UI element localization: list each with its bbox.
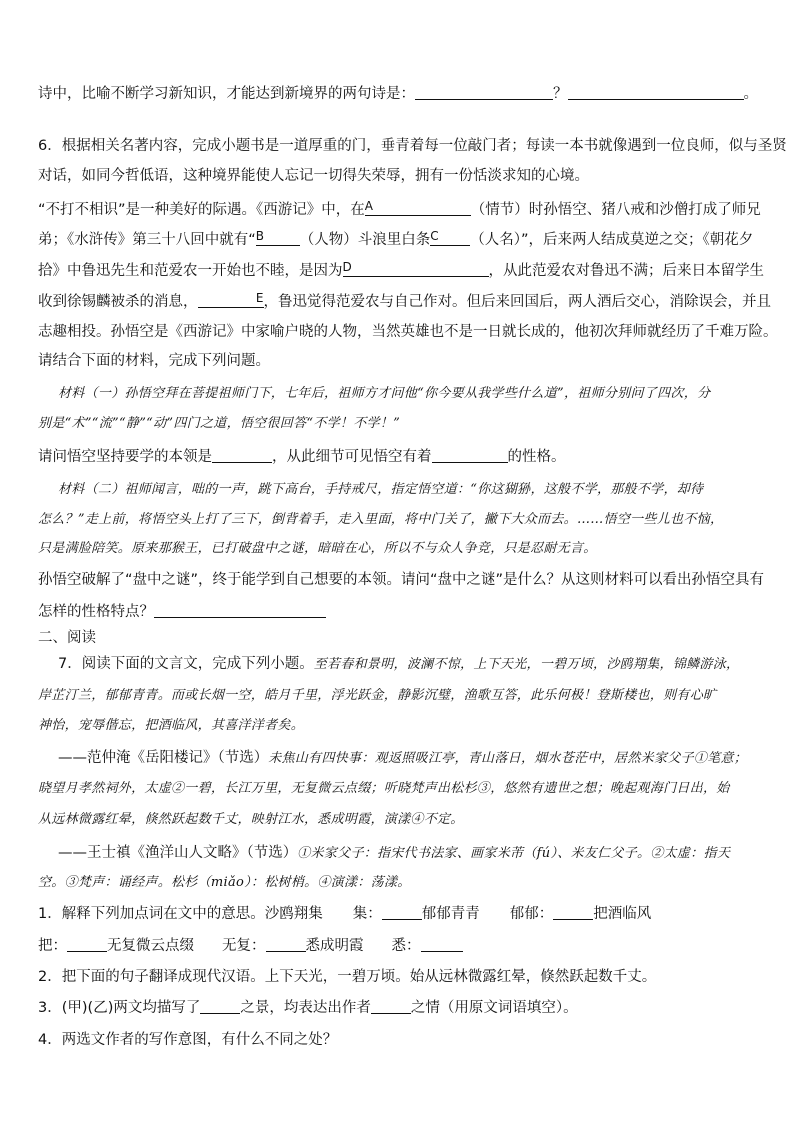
material-1-line-2 bbox=[38, 414, 756, 434]
footnote-text: ①米家父子：指宋代书法家、画家米芾（fú）、米友仁父子。②太虚：指天 bbox=[297, 846, 731, 861]
ask-2-line-2 bbox=[38, 602, 756, 622]
q6-text: 志趣相投。孙悟空是《西游记》中家喻户晓的人物，当然英雄也不是一日就长成的，他初次拜师就经历了千难万险。 bbox=[38, 324, 778, 340]
q7-line-7 bbox=[58, 843, 756, 864]
answer-blank[interactable] bbox=[200, 998, 240, 1014]
q6-text: 拾》中鲁迅先生和范爱农一开始也不睦，是因为 bbox=[38, 263, 343, 279]
section-title: 二、阅读 bbox=[38, 630, 96, 646]
answer-blank[interactable] bbox=[266, 936, 306, 952]
ask-text: 请问悟空坚持要学的本领是 bbox=[38, 449, 212, 465]
q6-line-1 bbox=[38, 136, 787, 156]
blank-label: D bbox=[342, 260, 352, 274]
subq-text: 悉成明霞 bbox=[305, 938, 364, 954]
subq-text: 无复： bbox=[222, 938, 266, 954]
subq-text: 4．两选文作者的写作意图，有什么不同之处？ bbox=[38, 1032, 338, 1048]
ask-1-line bbox=[38, 447, 756, 467]
ask-text: ，从此细节可见悟空有着 bbox=[272, 449, 432, 465]
ask-text: 的性格。 bbox=[507, 449, 566, 465]
q6-text: ，从此范爱农对鲁迅不满；后来日本留学生 bbox=[488, 263, 764, 279]
q6-text: ，鲁迅觉得范爱农与自己作对。但后来回国后，两人酒后交心，消除误会，并且 bbox=[263, 294, 771, 310]
classical-text: 晓望月孝然祠外，太虚②一碧，长江万里，无复微云点缀；听晓梵声出松杉③，悠然有遗世之想；晚起观海门日出，始 bbox=[38, 781, 730, 796]
blank-label: C bbox=[430, 229, 439, 243]
subq-2-line bbox=[38, 967, 756, 987]
material-2-line-3 bbox=[38, 539, 756, 559]
classical-text: 神怡，宠辱偕忘，把酒临风，其喜洋洋者矣。 bbox=[38, 718, 305, 733]
source-citation: ——范仲淹《岳阳楼记》（节选） bbox=[58, 750, 269, 766]
q6-text: 弟；《水浒传》第三十八回中就有“ bbox=[38, 232, 256, 248]
subq-text: 把酒临风 bbox=[593, 906, 652, 922]
blank-e[interactable] bbox=[198, 292, 264, 308]
material-text: 只是满脸陪笑。原来那猴王，已打破盘中之谜，暗暗在心，所以不与众人争竞，只是忍耐无言。 bbox=[38, 541, 597, 556]
subq-text: 3．(甲)(乙)两文均描写了 bbox=[38, 1000, 201, 1016]
ask-2-line-1 bbox=[38, 570, 765, 590]
q6-line-2 bbox=[38, 166, 756, 186]
material-text: 怎么？”走上前，将悟空头上打了三下，倒背着手，走入里面，将中门关了，撇下大众而去。……悟空一些儿也不恼， bbox=[38, 512, 724, 527]
subq-text: 把： bbox=[38, 938, 67, 954]
answer-blank[interactable] bbox=[415, 84, 553, 100]
q6-line-3 bbox=[38, 199, 761, 220]
subq-1-line-2 bbox=[38, 936, 756, 956]
q7-text: 7．阅读下面的文言文，完成下列小题。 bbox=[58, 656, 314, 672]
q6-text: 请结合下面的材料，完成下列问题。 bbox=[38, 353, 270, 369]
material-1-line-1 bbox=[58, 384, 756, 404]
q6-line-4 bbox=[38, 230, 756, 250]
answer-blank[interactable] bbox=[382, 904, 422, 920]
subq-3-line bbox=[38, 998, 756, 1018]
q7-line-4 bbox=[58, 748, 756, 769]
answer-blank[interactable] bbox=[421, 936, 463, 952]
question-mark: ？ bbox=[553, 86, 568, 102]
ask-text: 怎样的性格特点？ bbox=[38, 604, 154, 620]
q7-line-3 bbox=[38, 716, 756, 736]
q6-text: （人物）斗浪里白条 bbox=[299, 232, 431, 248]
answer-blank[interactable] bbox=[67, 936, 107, 952]
subq-text: 集： bbox=[352, 906, 382, 922]
material-text: 别是“术”“流”“静”“动”四门之道，悟空很回答“不学！不学！” bbox=[38, 416, 401, 431]
section-2-heading bbox=[38, 628, 756, 648]
q7-line-5 bbox=[38, 779, 756, 799]
q6-line-6 bbox=[38, 291, 771, 312]
answer-blank[interactable] bbox=[553, 904, 593, 920]
subq-1-line-1 bbox=[38, 904, 756, 924]
subq-text: 无复微云点缀 bbox=[107, 938, 194, 954]
q6-line-5 bbox=[38, 260, 764, 281]
classical-text: 至若春和景明，波澜不惊，上下天光，一碧万顷，沙鸥翔集，锦鳞游泳， bbox=[313, 657, 740, 672]
footnote-text: 空。③梵声：诵经声。松杉（miǎo）：松树梢。④演漾：荡漾。 bbox=[38, 875, 411, 890]
ask-text: 孙悟空破解了“盘中之谜”，终于能学到自己想要的本领。请问“盘中之谜”是什么？从这则材料可以看出孙悟空具有 bbox=[38, 572, 765, 588]
q6-text: （情节）时孙悟空、猪八戒和沙僧打成了师兄 bbox=[470, 202, 761, 218]
classical-text: 从远林微露红晕，倏然跃起数千丈，映射江水，悉成明霞，演漾④不定。 bbox=[38, 812, 464, 827]
blank-c[interactable] bbox=[430, 230, 470, 246]
q6-text: 对话，如同今哲低语，这种境界能使人忘记一切得失荣辱，拥有一份恬淡求知的心境。 bbox=[38, 168, 589, 184]
classical-text: 岸芷汀兰，郁郁青青。而或长烟一空，皓月千里，浮光跃金，静影沉璧，渔歌互答，此乐何极！登斯楼也，则有心旷 bbox=[38, 688, 717, 703]
blank-label: A bbox=[364, 199, 373, 213]
subq-4-line bbox=[38, 1030, 756, 1050]
blank-b[interactable] bbox=[256, 230, 300, 246]
blank-label: B bbox=[255, 229, 264, 243]
q6-line-8 bbox=[38, 351, 756, 371]
poem-question-text: 诗中，比喻不断学习新知识，才能达到新境界的两句诗是： bbox=[38, 86, 415, 102]
subq-text: 郁郁青青 bbox=[421, 906, 480, 922]
subq-text: 悉： bbox=[391, 938, 421, 954]
blank-a[interactable] bbox=[365, 200, 471, 216]
answer-blank[interactable] bbox=[154, 602, 326, 618]
subq-text: 之情（用原文词语填空）。 bbox=[410, 1000, 578, 1016]
material-text: 材料（一）孙悟空拜在菩提祖师门下，七年后，祖师方才问他“你今要从我学些什么道”，祖师分别问了四次，分 bbox=[58, 386, 711, 401]
subq-text: 之景，均表达出作者 bbox=[240, 1000, 371, 1016]
answer-blank[interactable] bbox=[212, 447, 272, 463]
q7-line-2 bbox=[38, 686, 756, 706]
subq-text: 1．解释下列加点词在文中的意思。沙鸥翔集 bbox=[38, 906, 323, 922]
q6-text: （人名）”，后来两人结成莫逆之交；《朝花夕 bbox=[470, 232, 754, 248]
q7-line-8 bbox=[38, 873, 756, 893]
subq-text: 郁郁： bbox=[509, 906, 554, 922]
q6-text: “不打不相识”是一种美好的际遇。《西游记》中，在 bbox=[38, 202, 365, 218]
material-text: 材料（二）祖师闻言，咄的一声，跳下高台，手持戒尺，指定悟空道：“你这猢狲，这般不学，那般不学，却待 bbox=[58, 482, 704, 497]
answer-blank[interactable] bbox=[371, 998, 411, 1014]
blank-d[interactable] bbox=[343, 261, 489, 277]
q6-text: 6．根据相关名著内容，完成小题书是一道厚重的门，垂青着每一位敲门者；每读一本书就像遇到一位良师，似与圣贤 bbox=[38, 138, 787, 154]
q6-line-7 bbox=[38, 322, 778, 342]
answer-blank[interactable] bbox=[432, 447, 508, 463]
classical-text: 未焦山有四快事：观返照吸江亭，青山落日，烟水苍茫中，居然米家父子①笔意； bbox=[268, 751, 748, 766]
poem-question-line bbox=[38, 84, 756, 104]
material-2-line-1 bbox=[58, 480, 756, 500]
source-citation: ——王士禛《渔洋山人文略》（节选） bbox=[58, 845, 298, 861]
blank-label: E bbox=[255, 291, 264, 305]
period-mark: 。 bbox=[743, 86, 758, 102]
q7-line-1 bbox=[58, 654, 756, 675]
answer-blank[interactable] bbox=[568, 84, 744, 100]
q7-line-6 bbox=[38, 810, 756, 830]
subq-text: 2．把下面的句子翻译成现代汉语。上下天光，一碧万顷。始从远林微露红晕，倏然跃起数千丈。 bbox=[38, 969, 657, 985]
q6-text: 收到徐锡麟被杀的消息， bbox=[38, 294, 198, 310]
material-2-line-2 bbox=[38, 510, 756, 530]
